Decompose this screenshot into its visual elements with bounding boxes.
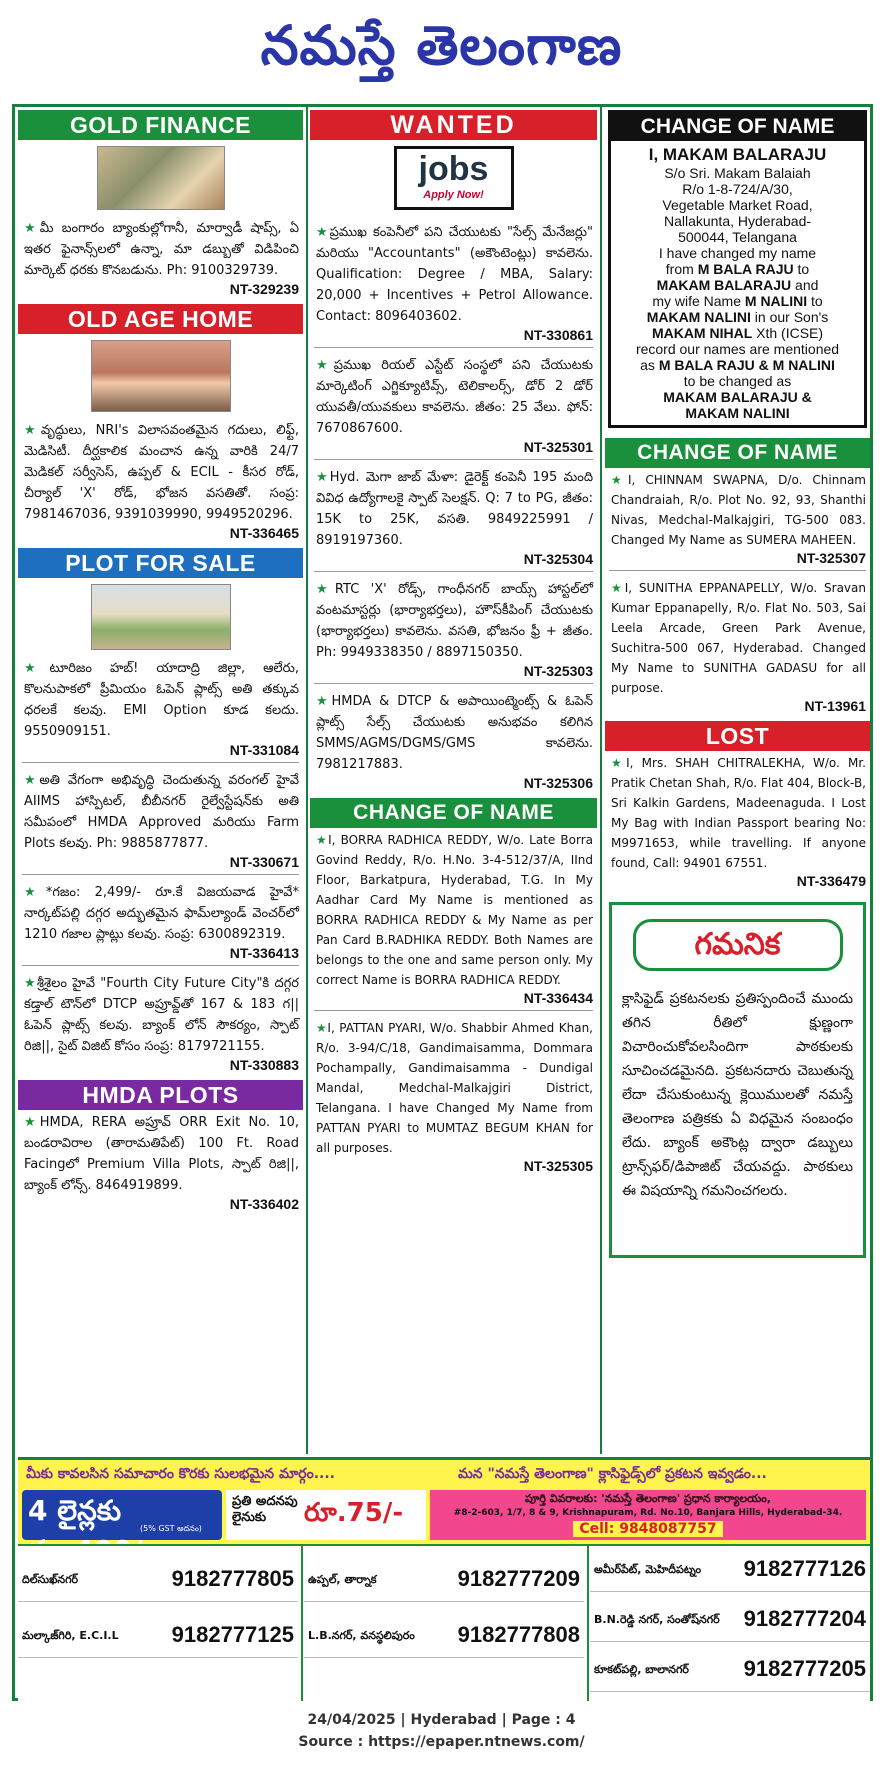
hmda-plots-banner: HMDA PLOTS: [18, 1080, 303, 1110]
ad-divider: [314, 459, 593, 460]
extra-line-label: ప్రతి అదనపు లైనుకు: [232, 1494, 298, 1525]
ad-code: NT-325303: [523, 663, 593, 679]
footer-tagline-right: మన "నమస్తే తెలంగాణ" క్లాసిఫైడ్స్‌లో ప్రకటన ఇవ్వడం...: [458, 1466, 767, 1482]
ad-code: NT-13961: [804, 698, 866, 714]
classifieds-frame: [12, 104, 873, 1701]
branch-contact: L.B.నగర్, వనస్థలిపురం 9182777808: [304, 1614, 584, 1658]
column-3: [605, 107, 870, 1258]
star-icon: ★: [24, 221, 40, 236]
ad-code: NT-336465: [229, 525, 299, 541]
gst-note: (5% GST అదనం): [140, 1524, 202, 1533]
ad-divider: [609, 570, 866, 571]
column-divider: [306, 107, 308, 1454]
branch-contact: మల్కాజ్‌గిరి, E.C.I.L 9182777125: [18, 1614, 298, 1658]
money-photo: [97, 146, 225, 210]
ad-code: NT-331084: [229, 742, 299, 758]
plot-ad: ★అతి వేగంగా అభివృద్ధి చెందుతున్న వరంగల్ హైవే AIIMS హాస్పిటల్, బీబీనగర్ రైల్వేస్టేషన్‌కు అతి సమీపంలో HMDA Approved మరియు Farm Plots కలవు. Ph: 9885877877.: [24, 773, 299, 851]
box-line: record our names are mentioned: [635, 341, 840, 357]
box-line: 500044, Telangana: [678, 229, 797, 245]
ad-code: NT-325304: [523, 551, 593, 567]
star-icon: ★: [24, 1115, 40, 1130]
change-of-name-ad: ★I, CHINNAM SWAPNA, D/o. Chinnam Chandraiah, R/o. Plot No. 92, 93, Shanthi Nivas, Medchal-Malkajgiri, TG-500 083. Changed My Name as SUMERA MAHEEN.: [611, 473, 866, 547]
ad-divider: [314, 571, 593, 572]
change-of-name-box: [608, 110, 867, 428]
ad-code: NT-325306: [523, 775, 593, 791]
ad-code: NT-325305: [523, 1158, 593, 1174]
branch-contact: దిల్‌సుఖ్‌నగర్ 9182777805: [18, 1558, 298, 1602]
plot-ad: ★*గజం: 2,499/- రూ.కే విజయవాడ హైవే* నార్కట్‌పల్లి దగ్గర అద్భుతమైన ఫామ్‌ల్యాండ్ వెంచర్‌లో 1210 గజాల ప్లాట్లు కలవు. సంప్ర: 6300892319.: [24, 885, 299, 942]
star-icon: ★: [24, 661, 50, 676]
star-icon: ★: [316, 358, 334, 373]
box-line: MAKAM NALINI: [685, 405, 790, 421]
branch-contact: ఉప్పల్, తార్నాక 9182777209: [304, 1558, 584, 1602]
box-line: as M BALA RAJU & M NALINI: [640, 357, 835, 373]
change-of-name-ad: ★I, BORRA RADHICA REDDY, W/o. Late Borra Govind Reddy, R/o. H.No. 3-4-512/37/A, IInd Floor, Barkatpura, Hyderabad, T.G. In My Aadhar Card My Name is mentioned as BORRA RADHICA REDDY & My Name as per Pan Card B.RADHIKA REDDY. Both Names are belongs to the one and same person only. My correct Name is BORRA RADHICA REDDY.: [316, 833, 593, 987]
change-of-name-box-title: CHANGE OF NAME: [611, 113, 864, 141]
star-icon: ★: [316, 582, 335, 597]
ad-divider: [22, 762, 299, 763]
ad-code: NT-330671: [229, 854, 299, 870]
jobs-logo: [394, 146, 514, 210]
star-icon: ★: [316, 225, 330, 240]
star-icon: ★: [611, 581, 625, 595]
column-divider: [600, 107, 602, 1454]
wanted-ad: ★HMDA & DTCP & అపాయింట్మెంట్స్ & ఓపెన్ ప్లాట్స్ సేల్స్ చేయుటకు అనుభవం కలిగిన SMMS/AGMS/DGMS/GMS కావలెను. 7981217883.: [316, 694, 594, 772]
notice-body: క్లాసిఫైడ్ ప్రకటనలకు ప్రతిస్పందించే ముందు తగిన రీతిలో క్షుణ్ణంగా విచారించుకోవలసిందిగా పాఠకులకు సూచించడమైనది. ప్రకటనదారు చెబుతున్న లేదా చేసుకుంటున్న క్లెయిములతో నమస్తే తెలంగాణ పత్రికకు ఏ విధమైన సంబంధం లేదు. బ్యాంక్ అకౌంట్ల ద్వారా డబ్బులు ట్రాన్స్‌ఫర్/డిపాజిట్ చేయవద్దు. పాఠకులు ఈ విషయాన్ని గమనించగలరు.: [622, 991, 853, 1199]
column-2: [310, 107, 597, 1175]
star-icon: ★: [316, 470, 330, 485]
branch-contacts: [18, 1544, 870, 1701]
star-icon: ★: [24, 976, 37, 991]
ad-code: NT-325307: [796, 550, 866, 566]
base-rate: 4 లైన్లకు: [28, 1494, 122, 1527]
box-line: Nallakunta, Hyderabad-: [663, 213, 812, 229]
wanted-banner: WANTED: [310, 110, 597, 140]
masthead: [0, 0, 883, 100]
jobs-logo-word: jobs: [418, 150, 489, 188]
wanted-ad: ★ప్రముఖ కంపెనీలో పని చేయుటకు "సేల్స్ మేనేజర్లు" మరియు "Accountants" (అకౌంటెంట్లు) కావలెను. Qualification: Degree / MBA, Salary: 20,000 + Incentives + Petrol Allowance. Contact: 8096403602.: [316, 225, 594, 324]
box-line: MAKAM BALARAJU &: [663, 389, 812, 405]
box-line: to be changed as: [683, 373, 792, 389]
lost-banner: LOST: [605, 721, 870, 751]
ad-code: NT-336434: [523, 990, 593, 1006]
star-icon: ★: [24, 885, 46, 900]
change-of-name-banner: CHANGE OF NAME: [605, 438, 870, 468]
newspaper-title: నమస్తే తెలంగాణ: [260, 13, 623, 77]
page-dateline: 24/04/2025 | Hyderabad | Page : 4: [307, 1712, 576, 1728]
footer-divider: [587, 1544, 589, 1701]
footer-tagline-left: మీకు కావలసిన సమాచారం కొరకు సులభమైన మార్గం....: [26, 1466, 335, 1482]
change-of-name-banner: CHANGE OF NAME: [310, 798, 597, 828]
box-line: S/o Sri. Makam Balaiah: [664, 165, 811, 181]
star-icon: ★: [24, 423, 41, 438]
branch-contact: B.N.రెడ్డి నగర్, సంతోష్‌నగర్ 9182777204: [590, 1598, 870, 1642]
ad-code: NT-336413: [229, 945, 299, 961]
wanted-ad: ★ప్రముఖ రియల్ ఎస్టేట్ సంస్థలో పని చేయుటకు మార్కెటింగ్ ఎగ్జిక్యూటివ్స్, టెలికాలర్స్, డోర్ 2 డోర్ యువతీ/యువకులు కావలెను. జీతం: 25 వేలు. ఫోన్: 7670867600.: [316, 358, 594, 436]
change-of-name-ad: ★I, SUNITHA EPPANAPELLY, W/o. Sravan Kumar Eppanapelly, R/o. Flat No. 503, Sai Leela Arcade, Green Park Avenue, Suchitra-500 067, Hyderabad. Changed My Name to SUNITHA GADASU for all purpose.: [611, 581, 866, 695]
plot-photo: [91, 584, 231, 650]
extra-line-rate-box: [226, 1490, 426, 1540]
box-line: R/o 1-8-724/A/30,: [682, 181, 793, 197]
box-line: MAKAM BALARAJU and: [656, 277, 819, 293]
plot-ad: ★శ్రీశైలం హైవే "Fourth City Future City"కి దగ్గర కడ్తాల్ టౌన్‌లో DTCP అప్రూవ్డ్‌తో 167 & 183 గ|| ఓపెన్ ప్లాట్స్ కలవు. బ్యాంక్ లోన్ సౌకర్యం, స్పాట్ రిజి||, సైట్ విజిట్ కోసం సంప్ర: 8179721155.: [24, 976, 299, 1054]
box-line: from M BALA RAJU to: [665, 261, 810, 277]
branch-contact: కూకట్‌పల్లి, బాలానగర్ 9182777205: [590, 1648, 870, 1692]
head-office-address: [430, 1490, 866, 1540]
lost-ad: ★I, Mrs. SHAH CHITRALEKHA, W/o. Mr. Pratik Chetan Shah, R/o. Flat 404, Block-B, Sri Kalkin Gardens, Madeenaguda. I Lost My Bag with Indian Passport bearing No: M9971653, while travelling. If anyone found, Call: 94901 67551.: [611, 756, 866, 870]
box-line: MAKAM NIHAL Xth (ICSE): [651, 325, 824, 341]
star-icon: ★: [316, 694, 332, 709]
change-of-name-ad: ★I, PATTAN PYARI, W/o. Shabbir Ahmed Khan, R/o. 3-94/C/18, Gandimaisamma, Dommara Pochampally, Gandimaisamma - Dundigal Mandal, Medchal-Malkajgiri District, Telangana. I have Changed My Name from PATTAN PYARI to MUMTAZ BEGUM KHAN for all purposes.: [316, 1021, 593, 1155]
wanted-ad: ★RTC 'X' రోడ్స్, గాంధీనగర్ బాయ్స్ హాస్టల్‌లో వంటమాస్టర్లు (భార్యాభర్తలు), హౌస్‌కీపింగ్ చేయుటకు (భార్యాభర్తలు) కావలెను. వసతి, భోజనం ఫ్రీ + జీతం. Ph: 9949338350 / 8897150350.: [316, 582, 593, 660]
extra-line-amount: రూ.75/-: [304, 1498, 404, 1528]
wanted-ad: ★Hyd. మెగా జాబ్ మేళా: డైరెక్ట్ కంపెనీ 195 మంది వివిధ ఉద్యోగాలకై స్పాట్ సెలక్షన్. Q: 7 to PG, జీతం: 15K to 25K, వసతి. 9849225991 / 8919197360.: [316, 470, 593, 548]
jobs-logo-tagline: Apply Now!: [423, 189, 484, 201]
column-1: [18, 107, 303, 1213]
box-line: my wife Name M NALINI to: [652, 293, 823, 309]
hmda-ad: ★HMDA, RERA అప్రూవ్ ORR Exit No. 10, బండరావిరాల (తారామతిపేట్) 100 Ft. Road Facingలో Premium Villa Plots, స్పాట్ రిజి||, బ్యాంక్ లోన్స్. 8464919899.: [24, 1115, 299, 1193]
gold-finance-ad: ★మీ బంగారం బ్యాంకుల్లోగానీ, మార్వాడీ షాప్స్, ఏ ఇతర ఫైనాన్స్‌లలో ఉన్నా, మా డబ్బుతో విడిపించి మార్కెట్ ధరకు కొనబడును. Ph: 9100329739.: [24, 221, 299, 278]
box-line: Vegetable Market Road,: [662, 197, 813, 213]
star-icon: ★: [24, 773, 40, 788]
star-icon: ★: [611, 473, 628, 487]
disclaimer-notice: [609, 902, 866, 1258]
source-link[interactable]: Source : https://epaper.ntnews.com/: [298, 1734, 585, 1750]
ad-code: NT-325301: [523, 439, 593, 455]
address-line: #8-2-603, 1/7, 8 & 9, Krishnapuram, Rd. No.10, Banjara Hills, Hyderabad-34.: [453, 1508, 843, 1518]
box-line: MAKAM NALINI in our Son's: [646, 309, 829, 325]
classifieds-rate-footer: [18, 1457, 870, 1698]
old-age-home-banner: OLD AGE HOME: [18, 304, 303, 334]
ad-divider: [22, 874, 299, 875]
ad-divider: [314, 683, 593, 684]
ad-code: NT-330883: [229, 1057, 299, 1073]
base-rate-box: [22, 1490, 222, 1540]
ad-code: NT-336402: [229, 1196, 299, 1212]
ad-divider: [314, 1010, 593, 1011]
head-office-phone: Cell: 9848087757: [573, 1521, 722, 1537]
star-icon: ★: [316, 1021, 328, 1035]
box-line: I have changed my name: [658, 245, 817, 261]
notice-title: గమనిక: [633, 919, 843, 971]
ad-code: NT-329239: [229, 281, 299, 297]
star-icon: ★: [316, 833, 329, 847]
old-age-home-photo: [91, 340, 231, 412]
box-name-line: I, MAKAM BALARAJU: [648, 145, 827, 164]
branch-contact: అమీర్‌పేట్, మెహిదీపట్నం 9182777126: [590, 1548, 870, 1592]
address-line: పూర్తి వివరాలకు: 'నమస్తే తెలంగాణ' ప్రధాన కార్యాలయం,: [525, 1492, 771, 1505]
plot-for-sale-banner: PLOT FOR SALE: [18, 548, 303, 578]
plot-ad: ★టూరిజం హబ్! యాదాద్రి జిల్లా, ఆలేరు, కొలనుపాకలో ప్రీమియం ఓపెన్ ప్లాట్స్ అతి తక్కువ ధరలకే కలవు. EMI Option కూడ కలదు. 9550909151.: [24, 661, 299, 739]
gold-finance-banner: GOLD FINANCE: [18, 110, 303, 140]
ad-divider: [314, 347, 593, 348]
ad-code: NT-330861: [523, 327, 593, 343]
ad-code: NT-336479: [796, 873, 866, 889]
star-icon: ★: [611, 756, 627, 770]
footer-divider: [301, 1544, 303, 1701]
old-age-home-ad: ★వృద్ధులు, NRI's విలాసవంతమైన గదులు, లిఫ్ట్, మెడిసిటీ. దీర్ఘకాలిక మంచాన ఉన్న వారికి 24/7 మెడికల్ సర్వీసెస్, ఉప్పల్ & ECIL - కీసర రోడ్, చీర్యాల్ 'X' రోడ్, భోజన వసతితో. సంప్ర: 7981467036, 9391039990, 9949520296.: [24, 423, 299, 522]
ad-divider: [22, 965, 299, 966]
